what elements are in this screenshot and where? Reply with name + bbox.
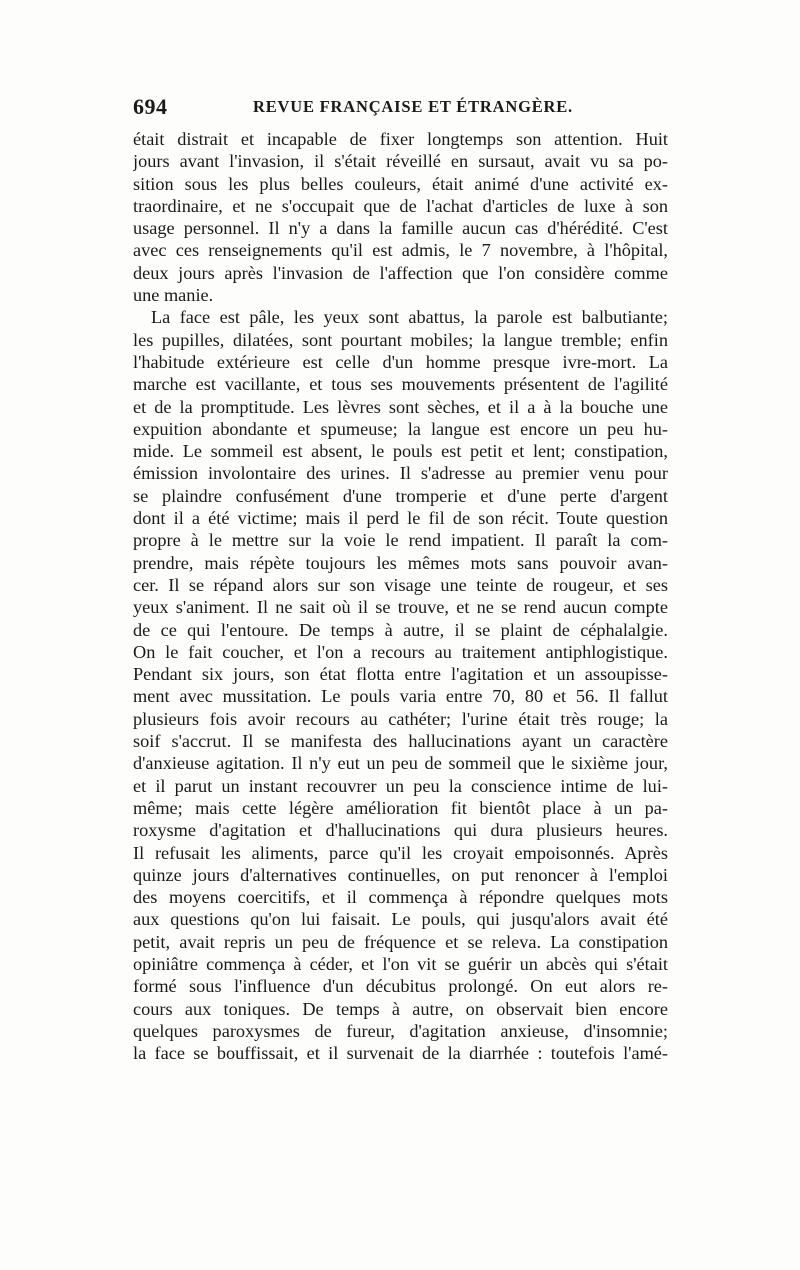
text-line: cours aux toniques. De temps à autre, on observait bien encore (133, 998, 668, 1019)
text-line: Pendant six jours, son état flotta entre l'agitation et un assoupisse- (133, 664, 668, 685)
text-line: On le fait coucher, et l'on a recours au traitement antiphlogistique. (133, 641, 668, 662)
text-line: de ce qui l'entoure. De temps à autre, il se plaint de céphalalgie. (133, 619, 668, 640)
text-line: soif s'accrut. Il se manifesta des hallucinations ayant un caractère (133, 731, 668, 752)
body-text (133, 128, 668, 1064)
text-line: l'habitude extérieure est celle d'un homme presque ivre-mort. La (133, 351, 668, 372)
text-line: traordinaire, et ne s'occupait que de l'achat d'articles de luxe à son (133, 195, 668, 216)
text-line: la face se bouffissait, et il survenait de la diarrhée : toutefois l'amé- (133, 1043, 668, 1064)
text-line: avec ces renseignements qu'il est admis, le 7 novembre, à l'hôpital, (133, 240, 668, 261)
text-line: deux jours après l'invasion de l'affection que l'on considère comme (133, 262, 668, 283)
text-line: cer. Il se répand alors sur son visage une teinte de rougeur, et ses (133, 574, 668, 595)
text-line: se plaindre confusément d'une tromperie et d'une perte d'argent (133, 485, 668, 506)
text-line: des moyens coercitifs, et il commença à répondre quelques mots (133, 887, 668, 908)
text-line: yeux s'animent. Il ne sait où il se trouve, et ne se rend aucun compte (133, 597, 668, 618)
text-line: plusieurs fois avoir recours au cathéter; l'urine était très rouge; la (133, 708, 668, 729)
text-line: et de la promptitude. Les lèvres sont sèches, et il a à la bouche une (133, 396, 668, 417)
text-line: prendre, mais répète toujours les mêmes mots sans pouvoir avan- (133, 552, 668, 573)
paragraph-start-line: La face est pâle, les yeux sont abattus, la parole est balbutiante; (151, 307, 668, 328)
text-line: ment avec mussitation. Le pouls varia entre 70, 80 et 56. Il fallut (133, 686, 668, 707)
text-line: Il refusait les aliments, parce qu'il les croyait empoisonnés. Après (133, 842, 668, 863)
text-line: et il parut un instant recouvrer un peu la conscience intime de lui- (133, 775, 668, 796)
text-line: d'anxieuse agitation. Il n'y eut un peu de sommeil que le sixième jour, (133, 753, 668, 774)
text-line: propre à le mettre sur la voie le rend impatient. Il paraît la com- (133, 530, 668, 551)
text-line: quelques paroxysmes de fureur, d'agitation anxieuse, d'insomnie; (133, 1020, 668, 1041)
text-line: une manie. (133, 285, 214, 306)
text-line: dont il a été victime; mais il perd le fil de son récit. Toute question (133, 508, 668, 529)
text-line: émission involontaire des urines. Il s'adresse au premier venu pour (133, 463, 668, 484)
text-line: même; mais cette légère amélioration fit bientôt place à un pa- (133, 797, 668, 818)
text-line: quinze jours d'alternatives continuelles, on put renoncer à l'emploi (133, 864, 668, 885)
page-number: 694 (133, 94, 168, 119)
text-line: mide. Le sommeil est absent, le pouls est petit et lent; constipation, (133, 441, 668, 462)
running-title: REVUE FRANÇAISE ET ÉTRANGÈRE. (253, 97, 573, 116)
text-line: jours avant l'invasion, il s'était réveillé en sursaut, avait vu sa po- (133, 151, 668, 172)
text-line: petit, avait repris un peu de fréquence et se releva. La constipation (133, 931, 668, 952)
text-line: aux questions qu'on lui faisait. Le pouls, qui jusqu'alors avait été (133, 909, 668, 930)
text-line: était distrait et incapable de fixer longtemps son attention. Huit (133, 129, 668, 149)
text-line: roxysme d'agitation et d'hallucinations qui dura plusieurs heures. (133, 820, 668, 841)
text-line: expuition abondante et spumeuse; la langue est encore un peu hu- (133, 418, 668, 439)
text-line: les pupilles, dilatées, sont pourtant mobiles; la langue tremble; enfin (133, 329, 668, 350)
text-line: sition sous les plus belles couleurs, était animé d'une activité ex- (133, 173, 668, 194)
text-line: usage personnel. Il n'y a dans la famille aucun cas d'hérédité. C'est (133, 218, 668, 239)
text-line: formé sous l'influence d'un décubitus prolongé. On eut alors re- (133, 976, 668, 997)
text-line: marche est vacillante, et tous ses mouvements présentent de l'agilité (133, 374, 668, 395)
text-line: opiniâtre commença à céder, et l'on vit se guérir un abcès qui s'était (133, 953, 668, 974)
page-header (133, 94, 668, 120)
